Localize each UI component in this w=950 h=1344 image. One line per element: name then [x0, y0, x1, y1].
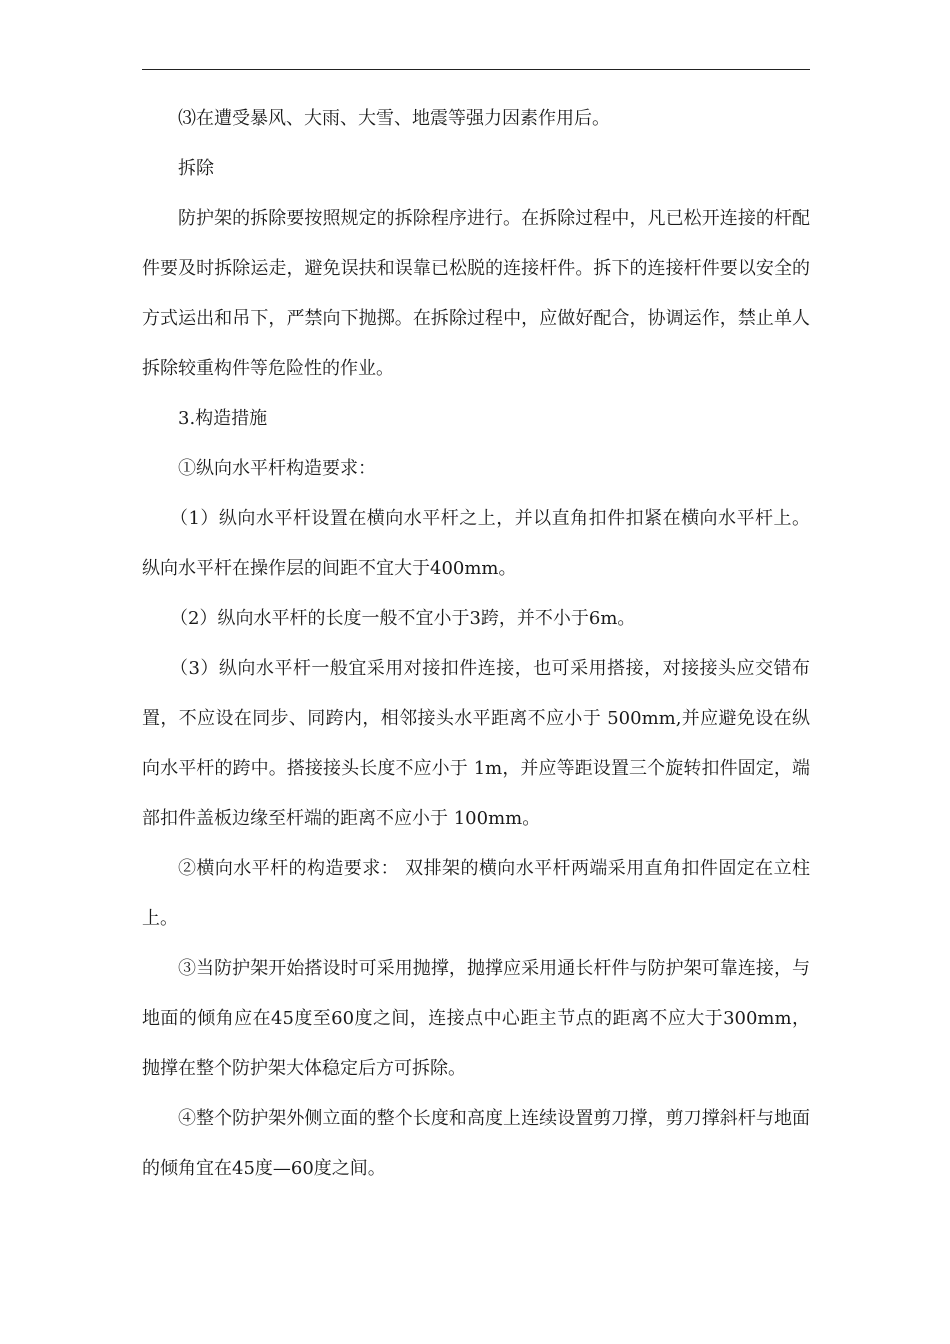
paragraph-1: ⑶在遭受暴风、大雨、大雪、地震等强力因素作用后。: [178, 108, 610, 129]
paragraph-transverse-bar: ②横向水平杆的构造要求： 双排架的横向水平杆两端采用直角扣件固定在立柱上。: [142, 858, 810, 929]
paragraph-diagonal-brace: ③当防护架开始搭设时可采用抛撑，抛撑应采用通长杆件与防护架可靠连接，与地面的倾角应在45度至60度之间，连接点中心距主节点的距离不应大于300mm，抛撑在整个防护架大体稳定后方可拆除。: [142, 958, 810, 1079]
paragraph-item-2: （2）纵向水平杆的长度一般不宜小于3跨，并不小于6m。: [170, 608, 636, 629]
paragraph-scissor-brace: ④整个防护架外侧立面的整个长度和高度上连续设置剪刀撑，剪刀撑斜杆与地面的倾角宜在45度—60度之间。: [142, 1108, 810, 1179]
paragraph-removal-procedure: 防护架的拆除要按照规定的拆除程序进行。在拆除过程中，凡已松开连接的杆配件要及时拆除运走，避免误扶和误靠已松脱的连接杆件。拆下的连接杆件要以安全的方式运出和吊下，严禁向下抛掷。在拆除过程中，应做好配合，协调运作，禁止单人拆除较重构件等危险性的作业。: [142, 208, 810, 379]
section-heading-construction-measures: 3.构造措施: [178, 408, 268, 429]
paragraph-item-1: （1）纵向水平杆设置在横向水平杆之上，并以直角扣件扣紧在横向水平杆上。纵向水平杆在操作层的间距不宜大于400mm。: [142, 508, 810, 579]
subheading-longitudinal-bar: ①纵向水平杆构造要求：: [178, 458, 376, 479]
paragraph-item-3: （3）纵向水平杆一般宜采用对接扣件连接，也可采用搭接，对接接头应交错布置，不应设在同步、同跨内，相邻接头水平距离不应小于 500mm,并应避免设在纵向水平杆的跨中。搭接接头长度不应小于 1m，并应等距设置三个旋转扣件固定，端部扣件盖板边缘至杆端的距离不应小于 100mm。: [142, 658, 810, 829]
header-rule: [142, 69, 810, 70]
document-body: [142, 94, 810, 1194]
section-heading-removal: 拆除: [178, 158, 214, 179]
